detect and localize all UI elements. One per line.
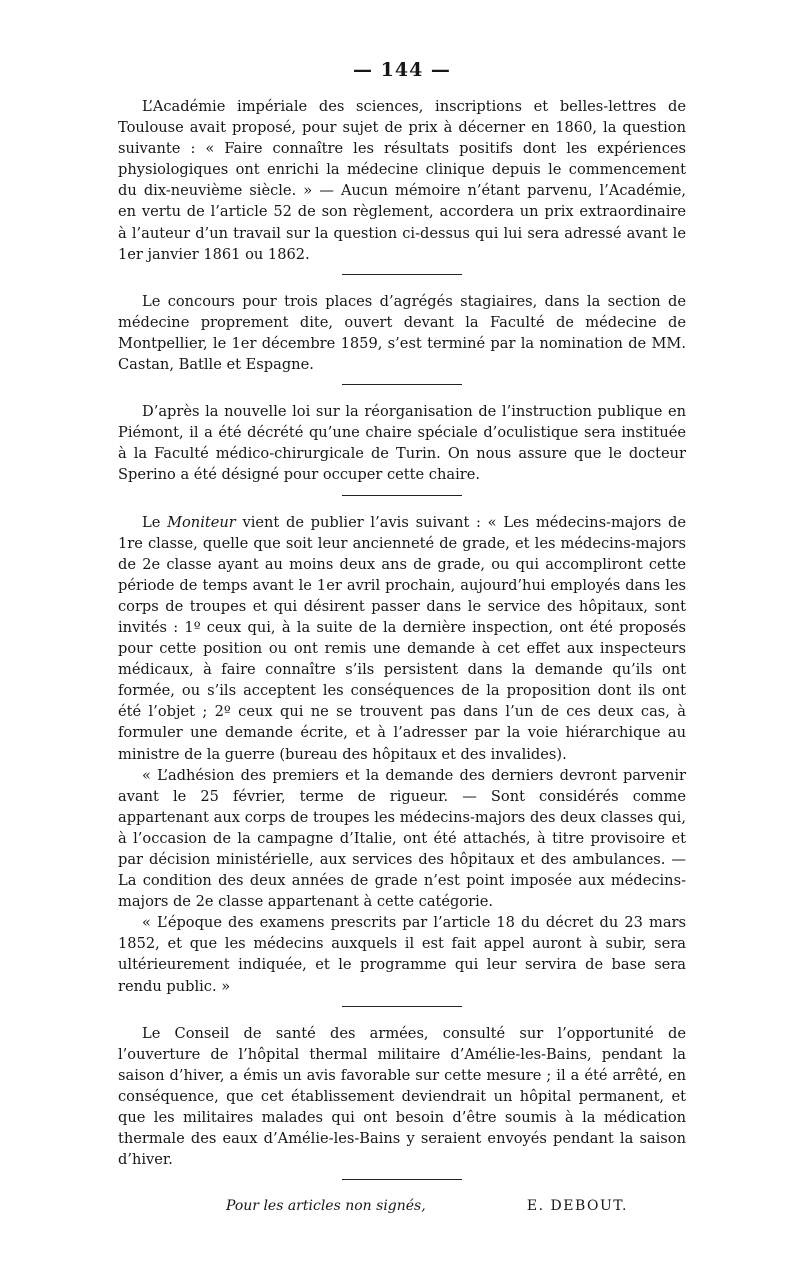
document-page <box>118 58 686 1216</box>
section-separator <box>342 274 462 275</box>
signature-author: E. DEBOUT. <box>526 1198 628 1215</box>
section-separator <box>342 384 462 385</box>
section-separator <box>342 1006 462 1007</box>
signature-line <box>118 1196 686 1216</box>
paragraph-adhesion: « L’adhésion des premiers et la demande des derniers devront parvenir avant le 25 février, terme de rigueur. — Sont considérés comme appartenant aux corps de troupes les médecins-majors des deux classes qui, à l’occasion de la campagne d’Italie, ont été attachés, à titre provisoire et par décision ministérielle, aux services des hôpitaux et des ambulances. — La condition des deux années de grade n’est point imposée aux médecins-majors de 2e classe appartenant à cette catégorie. <box>118 766 686 911</box>
section-separator <box>342 495 462 496</box>
paragraph-examens: « L’époque des examens prescrits par l’article 18 du décret du 23 mars 1852, et que les médecins auxquels il est fait appel auront à subir, sera ultérieurement indiquée, et le programme qui leur servira de base sera rendu public. » <box>118 914 686 995</box>
section-separator <box>342 1179 462 1180</box>
paragraph-moniteur-text: vient de publier l’avis suivant : « Les médecins-majors de 1re classe, quelle que soit leur ancienneté de grade, et les médecins-majors de 2e classe ayant au moins deux ans de grade, ou qui accompliront cette période de temps avant le 1er avril prochain, aujourd’hui employés dans les corps de troupes et qui désirent passer dans le service des hôpitaux, sont invités : 1º ceux qui, à la suite de la dernière inspection, ont été proposés pour cette position ou ont remis une demande à cet effet aux inspecteurs médicaux, à faire connaître s’ils persistent dans la demande qu’ils ont formée, ou s’ils acceptent les conséquences de la proposition dont ils ont été l’objet ; 2º ceux qui ne se trouvent pas dans l’un de ces deux cas, à formuler une demande écrite, et à l’adresser par la voie hiérarchique au ministre de la guerre (bureau des hôpitaux et des invalides). <box>118 513 686 763</box>
paragraph-amelie-les-bains: Le Conseil de santé des armées, consulté sur l’opportunité de l’ouverture de l’hôpital thermal militaire d’Amélie-les-Bains, pendant la saison d’hiver, a émis un avis favorable sur cette mesure ; il a été arrêté, en conséquence, que cet établissement deviendrait un hôpital permanent, et que les militaires malades qui ont besoin d’être soumis à la médication thermale des eaux d’Amélie-les-Bains y seraient envoyés pendant la saison d’hiver. <box>118 1024 686 1169</box>
paragraph-academie-toulouse: L’Académie impériale des sciences, inscriptions et belles-lettres de Toulouse avait proposé, pour sujet de prix à décerner en 1860, la question suivante : « Faire connaître les résultats positifs dont les expériences physiologiques ont enrichi la médecine clinique depuis le commencement du dix-neuvième siècle. » — Aucun mémoire n’étant parvenu, l’Académie, en vertu de l’article 52 de son règlement, accordera un prix extraordinaire à l’auteur d’un travail sur la question ci-dessus qui lui sera adressé avant le 1er janvier 1861 ou 1862. <box>118 98 686 263</box>
signature-note: Pour les articles non signés, <box>226 1198 426 1215</box>
paragraph-moniteur-avis <box>118 512 686 765</box>
paragraph-concours-montpellier: Le concours pour trois places d’agrégés stagiaires, dans la section de médecine proprement dite, ouvert devant la Faculté de médecine de Montpellier, le 1er décembre 1859, s’est terminé par la nomination de MM. Castan, Batlle et Espagne. <box>118 292 686 374</box>
page-number: — 144 — <box>353 59 451 81</box>
paragraph-moniteur-lead: Le <box>142 513 168 531</box>
paragraph-piemont-oculistique: D’après la nouvelle loi sur la réorganisation de l’instruction publique en Piémont, il a été décrété qu’une chaire spéciale d’oculistique sera instituée à la Faculté médico-chirurgicale de Turin. On nous assure que le docteur Sperino a été désigné pour occuper cette chaire. <box>118 403 686 484</box>
journal-title-moniteur: Moniteur <box>167 513 236 531</box>
